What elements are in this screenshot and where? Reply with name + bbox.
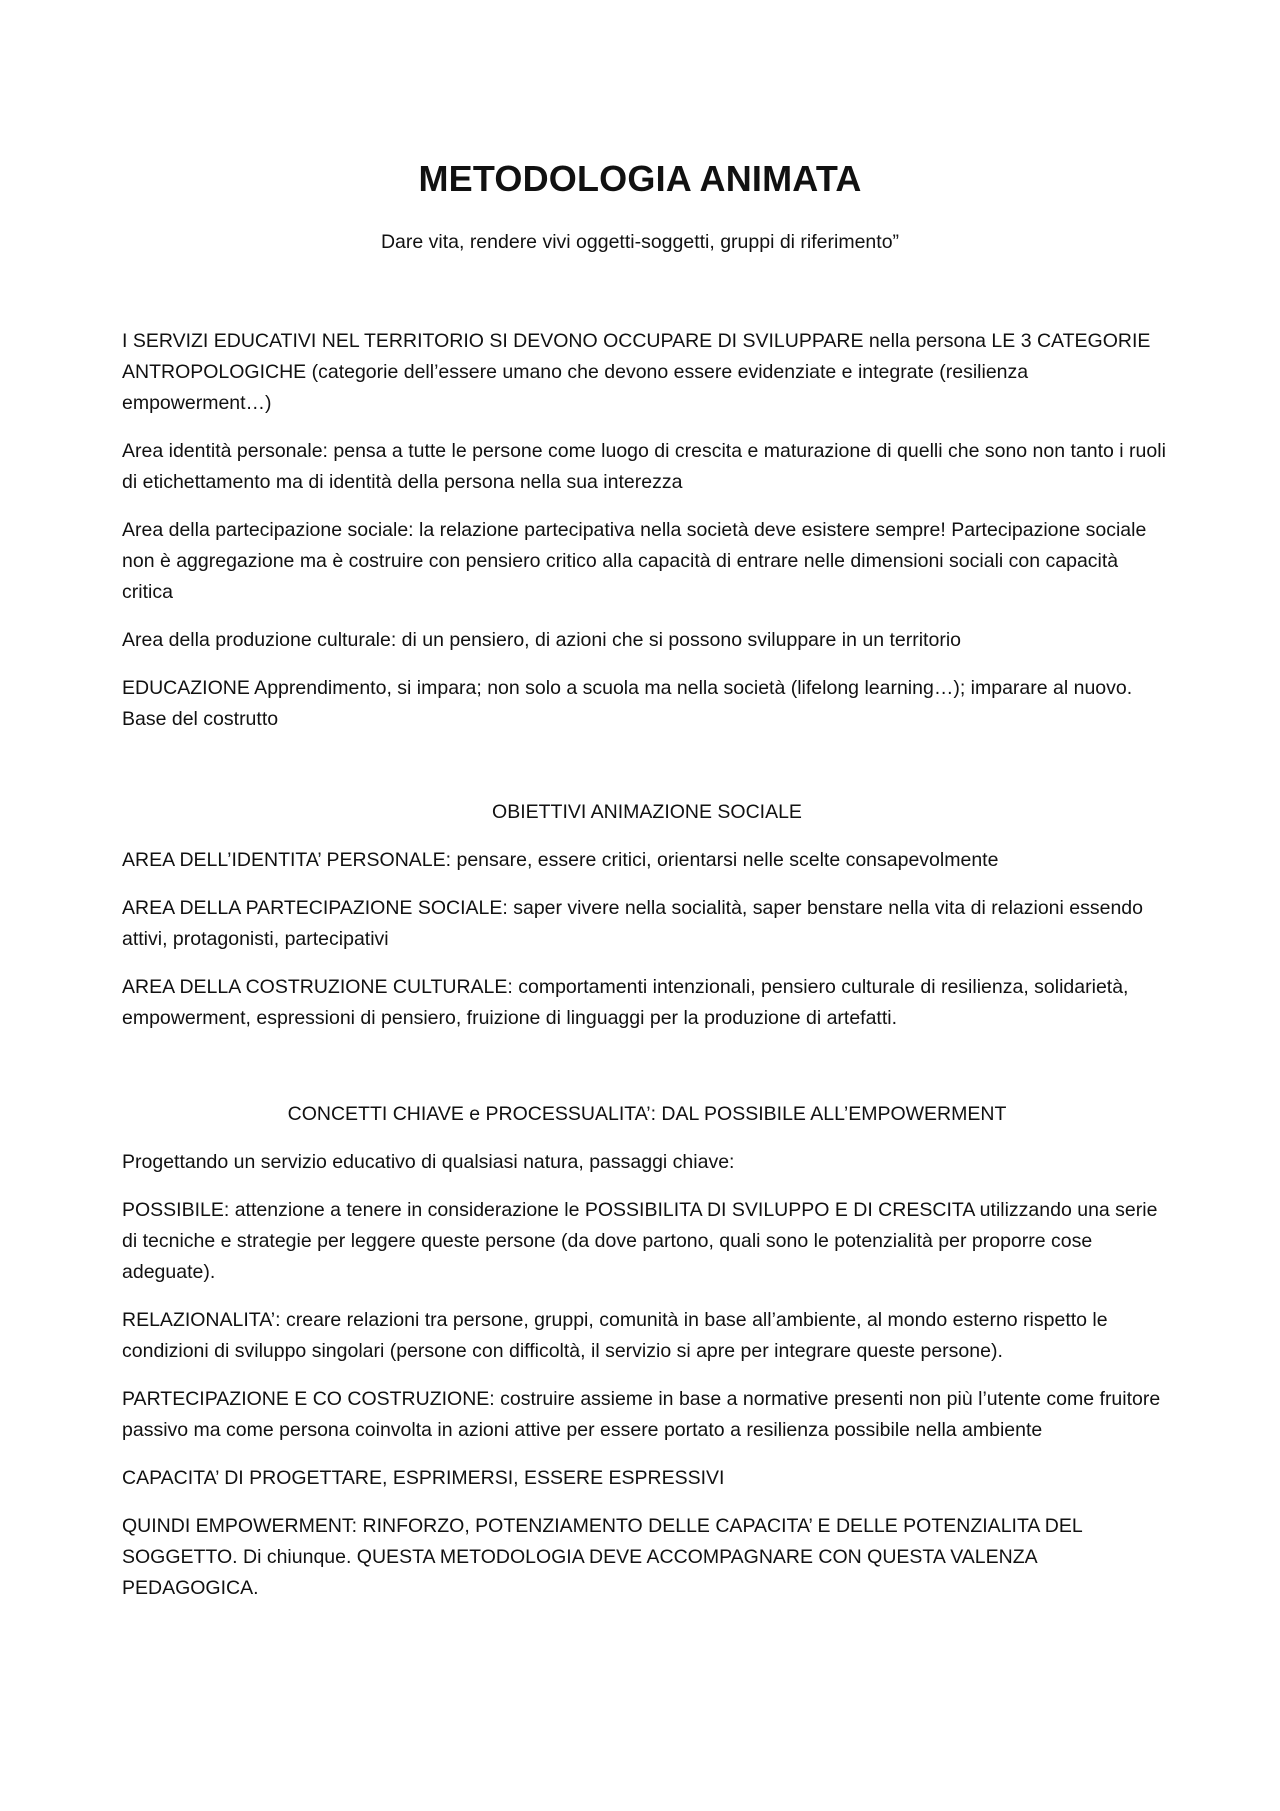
spacer	[122, 1051, 1172, 1099]
intro-paragraph: Area della produzione culturale: di un pensiero, di azioni che si possono sviluppare in un territorio	[122, 629, 961, 651]
section-paragraph: AREA DELLA COSTRUZIONE CULTURALE: comportamenti intenzionali, pensiero culturale di resilienza, solidarietà, empowerment, espressioni di pensiero, fruizione di linguaggi per la produzione di artefatti.	[122, 976, 1129, 1029]
section-paragraph: CAPACITA’ DI PROGETTARE, ESPRIMERSI, ESSERE ESPRESSIVI	[122, 1467, 725, 1489]
section-heading-obiettivi: OBIETTIVI ANIMAZIONE SOCIALE	[492, 801, 802, 823]
section-paragraph: QUINDI EMPOWERMENT: RINFORZO, POTENZIAMENTO DELLE CAPACITA’ E DELLE POTENZIALITA DEL SOGGETTO. Di chiunque. QUESTA METODOLOGIA DEVE ACCOMPAGNARE CON QUESTA VALENZA PEDAGOGICA.	[122, 1515, 1082, 1599]
section-paragraph: RELAZIONALITA’: creare relazioni tra persone, gruppi, comunità in base all’ambiente, al mondo esterno rispetto le condizioni di sviluppo singolari (persone con difficoltà, il servizio si apre per integrare queste persone).	[122, 1309, 1108, 1362]
spacer	[122, 752, 1172, 797]
document-title: METODOLOGIA ANIMATA	[418, 158, 862, 199]
section-paragraph: AREA DELL’IDENTITA’ PERSONALE: pensare, essere critici, orientarsi nelle scelte consapevolmente	[122, 849, 999, 871]
section-heading-concetti: CONCETTI CHIAVE e PROCESSUALITA’: DAL POSSIBILE ALL’EMPOWERMENT	[287, 1103, 1007, 1125]
section-paragraph: Progettando un servizio educativo di qualsiasi natura, passaggi chiave:	[122, 1151, 735, 1173]
document-body	[122, 326, 1172, 1621]
section-paragraph: PARTECIPAZIONE E CO COSTRUZIONE: costruire assieme in base a normative presenti non più l’utente come fruitore passivo ma come persona coinvolta in azioni attive per essere portato a resilienza possibile nella ambiente	[122, 1388, 1161, 1441]
intro-paragraph: Area identità personale: pensa a tutte le persone come luogo di crescita e maturazione di quelli che sono non tanto i ruoli di etichettamento ma di identità della persona nella sua interezza	[122, 440, 1166, 493]
section-paragraph: AREA DELLA PARTECIPAZIONE SOCIALE: saper vivere nella socialità, saper benstare nella vita di relazioni essendo attivi, protagonisti, partecipativi	[122, 897, 1143, 950]
intro-paragraph: EDUCAZIONE Apprendimento, si impara; non solo a scuola ma nella società (lifelong learning…); imparare al nuovo. Base del costrutto	[122, 677, 1133, 730]
intro-paragraph: Area della partecipazione sociale: la relazione partecipativa nella società deve esistere sempre! Partecipazione sociale non è aggregazione ma è costruire con pensiero critico alla capacità di entrare nelle dimensioni sociali con capacità critica	[122, 519, 1147, 603]
intro-paragraph: I SERVIZI EDUCATIVI NEL TERRITORIO SI DEVONO OCCUPARE DI SVILUPPARE nella persona LE 3 CATEGORIE ANTROPOLOGICHE (categorie dell’essere umano che devono essere evidenziate e integrate (resilienza empowerment…)	[122, 330, 1151, 414]
document-subtitle: Dare vita, rendere vivi oggetti-soggetti, gruppi di riferimento”	[380, 231, 900, 253]
section-paragraph: POSSIBILE: attenzione a tenere in considerazione le POSSIBILITA DI SVILUPPO E DI CRESCITA utilizzando una serie di tecniche e strategie per leggere queste persone (da dove partono, quali sono le potenzialità per proporre cose adeguate).	[122, 1199, 1158, 1283]
